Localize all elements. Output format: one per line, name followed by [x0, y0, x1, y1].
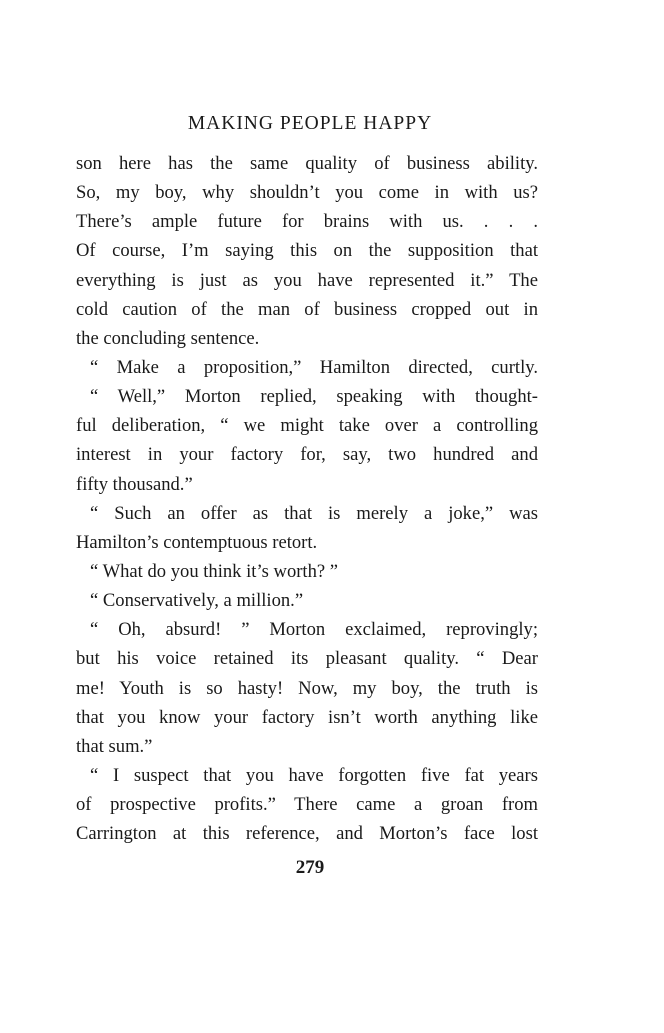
text-line: “ I suspect that you have forgotten five fat years: [90, 764, 538, 786]
running-head: MAKING PEOPLE HAPPY: [187, 113, 433, 134]
text-line: There’s ample future for brains with us. . . .: [76, 211, 538, 233]
text-line: “ Make a proposition,” Hamilton directed, curtly.: [90, 356, 538, 378]
text-line: “ Such an offer as that is merely a joke,” was: [90, 502, 538, 524]
text-line: “ Well,” Morton replied, speaking with thought-: [90, 386, 538, 408]
text-line: Hamilton’s contemptuous retort.: [76, 531, 318, 553]
text-line: but his voice retained its pleasant quality. “ Dear: [76, 648, 538, 670]
text-line: Of course, I’m saying this on the supposition that: [76, 240, 538, 262]
text-line: fifty thousand.”: [76, 473, 193, 495]
text-line: of prospective profits.” There came a groan from: [76, 794, 538, 816]
text-line: “ Conservatively, a million.”: [90, 590, 304, 612]
text-line: ful deliberation, “ we might take over a controlling: [76, 415, 538, 437]
text-line: that you know your factory isn’t worth anything like: [76, 706, 538, 728]
text-line: So, my boy, why shouldn’t you come in with us?: [76, 182, 538, 204]
text-line: the concluding sentence.: [76, 327, 260, 349]
text-line: “ What do you think it’s worth? ”: [90, 560, 339, 582]
body-text: [76, 149, 538, 848]
text-line: me! Youth is so hasty! Now, my boy, the truth is: [76, 677, 538, 699]
text-line: “ Oh, absurd! ” Morton exclaimed, reprovingly;: [90, 619, 538, 641]
page-number: 279: [295, 857, 325, 878]
text-line: cold caution of the man of business cropped out in: [76, 298, 538, 320]
text-line: interest in your factory for, say, two hundred and: [76, 444, 538, 466]
text-line: everything is just as you have represented it.” The: [76, 269, 538, 291]
text-line: that sum.”: [76, 735, 153, 757]
text-line: son here has the same quality of business ability.: [76, 153, 538, 174]
text-line: Carrington at this reference, and Morton’s face lost: [76, 823, 538, 845]
